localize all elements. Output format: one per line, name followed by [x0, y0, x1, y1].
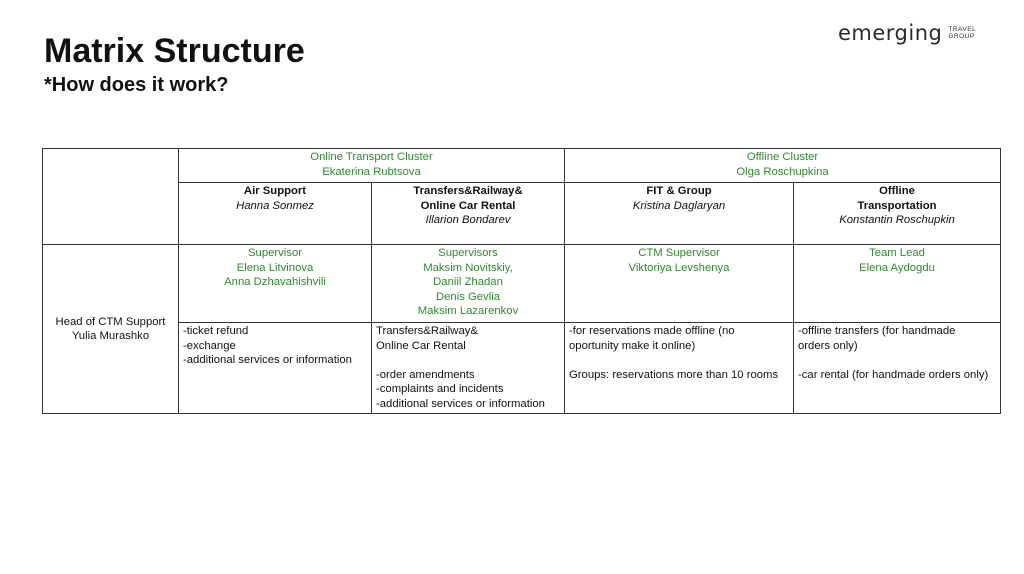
duty-line: -order amendments	[376, 368, 475, 381]
supervisor-name: Maksim Novitskiy,	[423, 261, 513, 274]
department-transfers	[372, 183, 565, 245]
supervisor-role: Supervisors	[438, 247, 498, 259]
department-name: Transfers&Railway&	[413, 185, 523, 197]
cluster-lead: Ekaterina Rubtsova	[322, 165, 421, 178]
duty-line: oportunity make it online)	[569, 339, 696, 352]
duties-offline-transportation	[794, 323, 1001, 414]
supervisor-row	[43, 245, 1001, 323]
department-person: Konstantin Roschupkin	[839, 214, 955, 226]
duties-fit-group	[565, 323, 794, 414]
duty-line: -car rental (for handmade orders only)	[798, 368, 989, 381]
cluster-name: Offline Cluster	[746, 151, 819, 163]
logo-wordmark: emerging	[838, 21, 943, 45]
logo-subtext	[948, 26, 976, 40]
duty-line: -ticket refund	[183, 325, 249, 337]
supervisor-role: CTM Supervisor	[638, 247, 720, 259]
supervisor-name: Viktoriya Levshenya	[628, 261, 730, 274]
department-person: Illarion Bondarev	[425, 214, 511, 226]
logo-sub-bottom: GROUP	[948, 33, 975, 40]
supervisor-offline-transportation	[794, 245, 1001, 323]
supervisor-name: Denis Gevlia	[435, 290, 501, 303]
supervisor-name: Elena Litvinova	[236, 261, 314, 274]
logo-sub-top: TRAVEL	[948, 26, 977, 33]
supervisor-name: Anna Dzhavahishvili	[224, 276, 326, 288]
department-name: Transportation	[857, 199, 937, 212]
supervisor-name: Daniil Zhadan	[433, 276, 503, 288]
duties-transfers	[372, 323, 565, 414]
cluster-name: Online Transport Cluster	[310, 151, 433, 163]
department-air-support	[179, 183, 372, 245]
duties-air-support	[179, 323, 372, 414]
head-name: Yulia Murashko	[71, 330, 150, 342]
duty-line: -offline transfers (for handmade	[798, 325, 956, 337]
duty-line: -for reservations made offline (no	[569, 325, 735, 337]
matrix-table	[42, 148, 1001, 414]
department-row	[43, 183, 1001, 245]
cluster-online	[179, 149, 565, 183]
cluster-lead: Olga Roschupkina	[736, 165, 829, 178]
duties-row	[43, 323, 1001, 414]
duty-line: -complaints and incidents	[376, 383, 504, 395]
department-offline-transportation	[794, 183, 1001, 245]
department-person: Kristina Daglaryan	[632, 199, 726, 212]
duty-spacer	[798, 353, 996, 368]
duty-line: Online Car Rental	[376, 339, 466, 352]
corner-cell	[43, 149, 179, 245]
cluster-offline	[565, 149, 1001, 183]
supervisor-role: Team Lead	[869, 247, 925, 259]
head-role: Head of CTM Support	[55, 315, 166, 328]
department-name: FIT & Group	[646, 185, 712, 197]
supervisor-name: Elena Aydogdu	[859, 261, 935, 274]
duty-line: Groups: reservations more than 10 rooms	[569, 368, 779, 381]
supervisor-air-support	[179, 245, 372, 323]
department-fit-group	[565, 183, 794, 245]
cluster-row	[43, 149, 1001, 183]
department-name: Offline	[879, 185, 915, 197]
emerging-travel-group-logo	[838, 22, 976, 44]
slide-title: Matrix Structure	[44, 32, 305, 70]
slide-subtitle: *How does it work?	[44, 74, 229, 96]
department-name: Air Support	[243, 185, 307, 197]
duty-line: -additional services or information	[376, 397, 545, 410]
department-name: Online Car Rental	[420, 199, 516, 212]
head-of-support-cell	[43, 245, 179, 414]
duty-line: Transfers&Railway&	[376, 325, 478, 337]
department-person: Hanna Sonmez	[236, 199, 314, 212]
duty-spacer	[569, 353, 789, 368]
duty-spacer	[376, 353, 560, 368]
supervisor-role: Supervisor	[248, 247, 302, 259]
duty-line: -exchange	[183, 339, 236, 352]
supervisor-fit-group	[565, 245, 794, 323]
supervisor-name: Maksim Lazarenkov	[417, 305, 519, 317]
duty-line: orders only)	[798, 339, 858, 352]
duty-line: -additional services or information	[183, 354, 352, 366]
supervisor-transfers	[372, 245, 565, 323]
